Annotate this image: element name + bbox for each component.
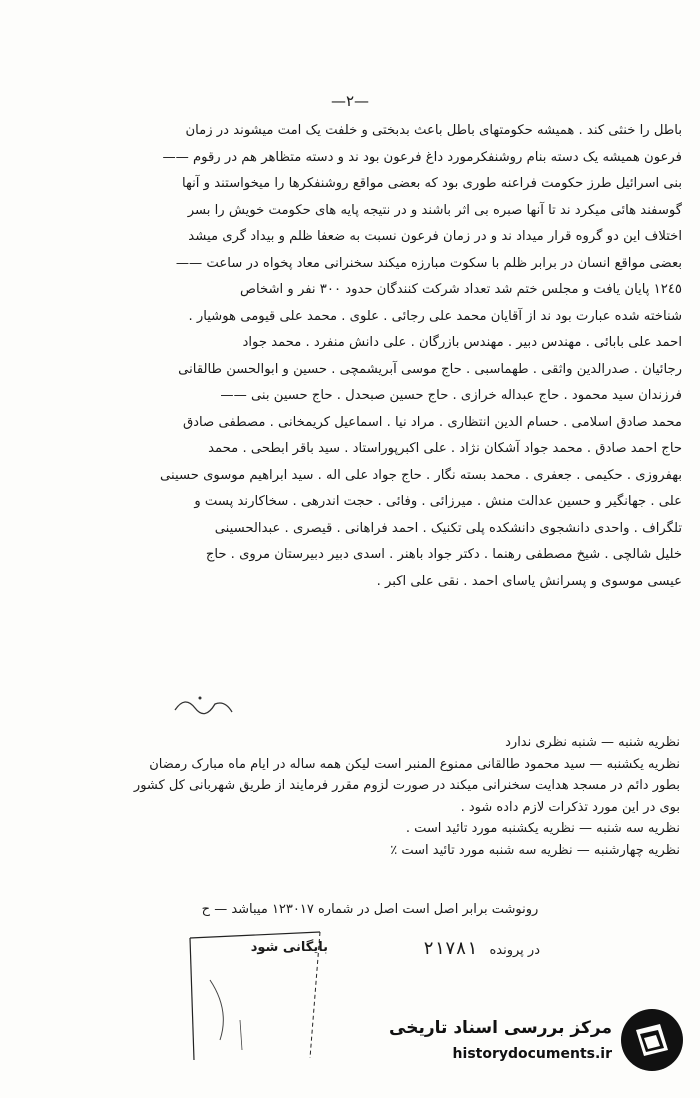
body-line: فرزندان سید محمود . حاج عبداله خرازی . حاج حسین صبحدل . حاج حسین بنی —— [220, 388, 682, 403]
watermark-url: historydocuments.ir [452, 1046, 612, 1062]
watermark-logo [386, 1002, 686, 1080]
watermark-title: مرکز بررسی اسناد تاریخی [389, 1018, 612, 1038]
view-line: بطور دائم در مسجد هدایت سخنرانی میکند در صورت لزوم مقرر فرمایند از طریق شهربانی کل کشور [133, 778, 680, 793]
copy-statement: رونوشت برابر اصل است اصل در شماره ١٢٣٠١٧ میباشد — ح [201, 902, 539, 917]
file-code: ٢١٧٨١ [423, 938, 478, 959]
document-body [52, 118, 682, 595]
archive-logo-icon [618, 1006, 686, 1074]
body-line: حاج احمد صادق . محمد جواد آشکان نژاد . علی اکبرپوراستاد . سید باقر ابطحی . محمد [208, 441, 682, 456]
page-number: —٢— [330, 92, 370, 110]
daily-views-section [60, 732, 680, 861]
archive-phrase: بایگانی شود [250, 940, 328, 955]
body-line: علی . جهانگیر و حسین عدالت منش . میرزائی . وفائی . حجت اندرهی . سخاکارند پست و [194, 494, 682, 509]
body-line: شناخته شده عبارت بود ند از آقایان محمد علی رجائی . علوی . محمد علی قیومی هوشیار . [188, 308, 682, 324]
body-line: بنی اسرائیل طرز حکومت فراعنه طوری بود که بعضی مواقع روشنفکرها را میخواستند و آنها [182, 176, 682, 191]
body-line: رجائیان . صدرالدین واثقی . طهماسبی . حاج موسی آبریشمچی . حسین و ابوالحسن طالقانی [178, 361, 682, 377]
body-line: خلیل شالچی . شیخ مصطفی رهنما . دکتر جواد باهنر . اسدی دبیر دبیرستان مروی . حاج [205, 547, 682, 562]
view-line: نظریه چهارشنبه — نظریه سه شنبه مورد تائید است ٪ [390, 842, 680, 858]
body-line: ١٢٤٥ پایان یافت و مجلس ختم شد تعداد شرکت کنندگان حدود ٣٠٠ نفر و اشخاص [240, 282, 682, 297]
file-label: در پرونده [489, 943, 540, 958]
view-line: نظریه سه شنبه — نظریه یکشنبه مورد تائید است . [405, 821, 680, 836]
view-line: نظریه یکشنبه — سید محمود طالقانی ممنوع المنبر است لیکن همه ساله در ایام ماه مبارک رمضان [149, 756, 680, 772]
body-line: اختلاف این دو گروه قرار میداد ند و در زمان فرعون نسبت به ضعفا ظلم و بیداد گری میشد [188, 229, 682, 244]
body-line: عیسی موسوی و پسرانش یاسای احمد . نقی علی اکبر . [376, 573, 682, 589]
body-line: بهفروزی . حکیمی . جعفری . محمد بسته نگار . حاج جواد علی اله . سید ابراهیم موسوی حسینی [160, 467, 682, 483]
body-line: احمد علی بابائی . مهندس دبیر . مهندس بازرگان . علی دانش منفرد . محمد جواد [242, 335, 682, 350]
view-line: بوی در این مورد تذکرات لازم داده شود . [460, 799, 680, 815]
view-line: نظریه شنبه — شنبه نظری ندارد [505, 735, 680, 750]
body-line: بعضی مواقع انسان در برابر ظلم با سکوت مبارزه میکند سخنرانی معاد پخواه در ساعت —— [175, 255, 682, 271]
handwritten-mark [170, 690, 240, 720]
body-line: گوسفند هائی میکرد ند تا آنها صبره بی اثر باشند و در نتیجه پایه های حکومت خویش را بسر [187, 202, 682, 218]
body-line: فرعون همیشه یک دسته بنام روشنفکرمورد داغ فرعون بود ند و دسته متظاهر هم در رقوم —— [162, 149, 682, 165]
body-line: باطل را خنثی کند . همیشه حکومتهای باطل باعث بدبختی و خلفت یک امت میشوند در زمان [185, 123, 682, 138]
body-line: محمد صادق اسلامی . حسام الدین انتظاری . مراد نیا . اسماعیل کریمخانی . مصطفی صادق [182, 414, 682, 430]
body-line: تلگراف . واحدی دانشجوی دانشکده پلی تکنیک . احمد فراهانی . قیصری . عبدالحسینی [214, 520, 682, 536]
